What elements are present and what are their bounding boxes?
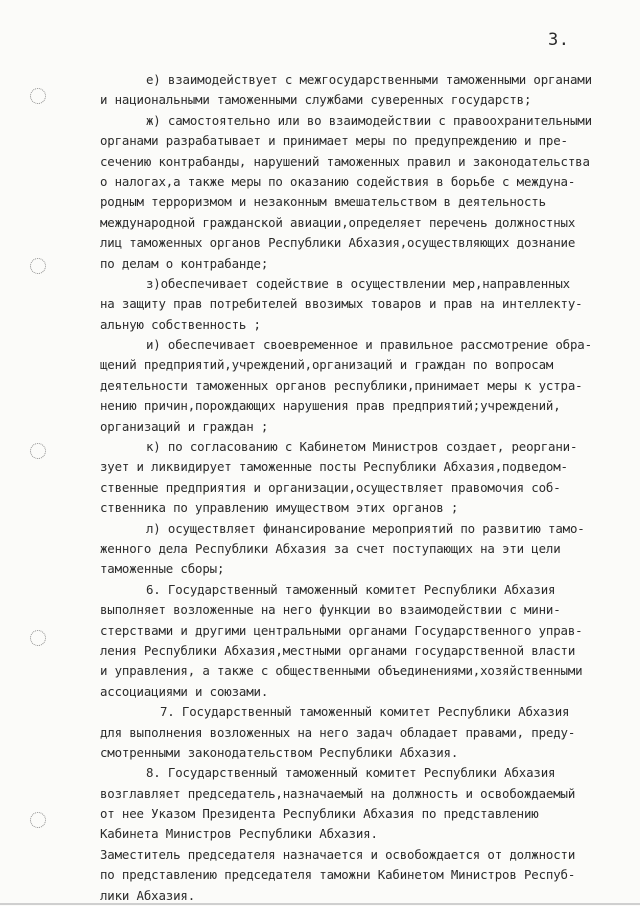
text-line: и) обеспечивает своевременное и правильное рассмотрение обра- bbox=[146, 337, 592, 353]
punch-hole-mark bbox=[28, 86, 49, 107]
text-line: по делам о контрабанде; bbox=[100, 255, 269, 271]
text-line: ственные предприятия и организации,осуществляет правомочия соб- bbox=[100, 479, 561, 495]
text-line: 8. Государственный таможенный комитет Республики Абхазия bbox=[146, 765, 556, 781]
text-line: лики Абхазия. bbox=[100, 887, 196, 903]
text-line: е) взаимодействует с межгосударственными таможенными органами bbox=[146, 72, 592, 87]
text-line: ления Республики Абхазия,местными органами государственной власти bbox=[100, 642, 576, 658]
punch-hole-mark bbox=[28, 256, 49, 277]
text-line: возглавляет председатель,назначаемый на должность и освобождаемый bbox=[100, 785, 576, 801]
text-line: женного дела Республики Абхазия за счет поступающих на эти цели bbox=[100, 540, 561, 556]
text-line: таможенные сборы; bbox=[100, 561, 225, 577]
punch-hole-mark bbox=[28, 441, 49, 462]
text-line: щений предприятий,учреждений,организаций и граждан по вопросам bbox=[100, 357, 554, 373]
text-line: для выполнения возложенных на него задач обладает правами, преду- bbox=[100, 724, 576, 740]
text-line: ж) самостоятельно или во взаимодействии с правоохранительными bbox=[146, 112, 592, 128]
text-line: ассоциациями и союзами. bbox=[100, 683, 269, 699]
text-line: з)обеспечивает содействие в осуществлении мер,направленных bbox=[146, 275, 570, 291]
text-line: 7. Государственный таможенный комитет Республики Абхазия bbox=[160, 704, 570, 720]
text-line: л) осуществляет финансирование мероприятий по развитию тамо- bbox=[146, 520, 585, 536]
text-line: сечению контрабанды, нарушений таможенных правил и законодательства bbox=[100, 153, 590, 169]
text-line: и национальными таможенными службами суверенных государств; bbox=[100, 92, 532, 108]
text-line: от нее Указом Президента Республики Абхазия по представлению bbox=[100, 806, 539, 822]
text-line: лиц таможенных органов Республики Абхазия,осуществляющих дознание bbox=[100, 235, 576, 251]
text-line: и управления, а также с общественными объединениями,хозяйственными bbox=[100, 663, 583, 679]
text-line: органами разрабатывает и принимает меры по предупреждению и пре- bbox=[100, 133, 568, 149]
text-line: альную собственность ; bbox=[100, 316, 261, 332]
text-line: выполняет возложенные на него функции во взаимодействии с мини- bbox=[100, 602, 561, 618]
text-line: смотренными законодательством Республики Абхазия. bbox=[100, 744, 459, 760]
text-line: 6. Государственный таможенный комитет Республики Абхазия bbox=[146, 581, 556, 597]
margin-marks bbox=[30, 0, 52, 905]
text-line: стерствами и другими центральными органами Государственного управ- bbox=[100, 622, 583, 638]
text-line: Заместитель председателя назначается и освобождается от должности bbox=[100, 846, 576, 862]
text-line: деятельности таможенных органов республики,принимает меры к устра- bbox=[100, 377, 583, 393]
text-line: родным терроризмом и незаконным вмешательством в деятельность bbox=[100, 194, 546, 210]
text-line: к) по согласованию с Кабинетом Министров создает, реоргани- bbox=[146, 439, 578, 455]
punch-hole-mark bbox=[28, 628, 49, 649]
text-line: о налогах,а также меры по оказанию содействия в борьбе с междуна- bbox=[100, 173, 576, 189]
text-line: организаций и граждан ; bbox=[100, 418, 269, 434]
text-line: на защиту прав потребителей ввозимых товаров и прав на интеллекту- bbox=[100, 296, 583, 312]
text-line: по представлению председателя таможни Кабинетом Министров Респуб- bbox=[100, 867, 576, 883]
text-line: ственника по управлению имуществом этих органов ; bbox=[100, 500, 459, 516]
document-body bbox=[100, 70, 628, 906]
page-number: 3. bbox=[548, 30, 570, 50]
text-line: Кабинета Министров Республики Абхазия. bbox=[100, 826, 378, 842]
text-line: нению причин,порождающих нарушения прав предприятий;учреждений, bbox=[100, 398, 561, 414]
text-line: международной гражданской авиации,определяет перечень должностных bbox=[100, 214, 576, 230]
punch-hole-mark bbox=[28, 810, 49, 831]
text-line: зует и ликвидирует таможенные посты Республики Абхазия,подведом- bbox=[100, 459, 568, 475]
